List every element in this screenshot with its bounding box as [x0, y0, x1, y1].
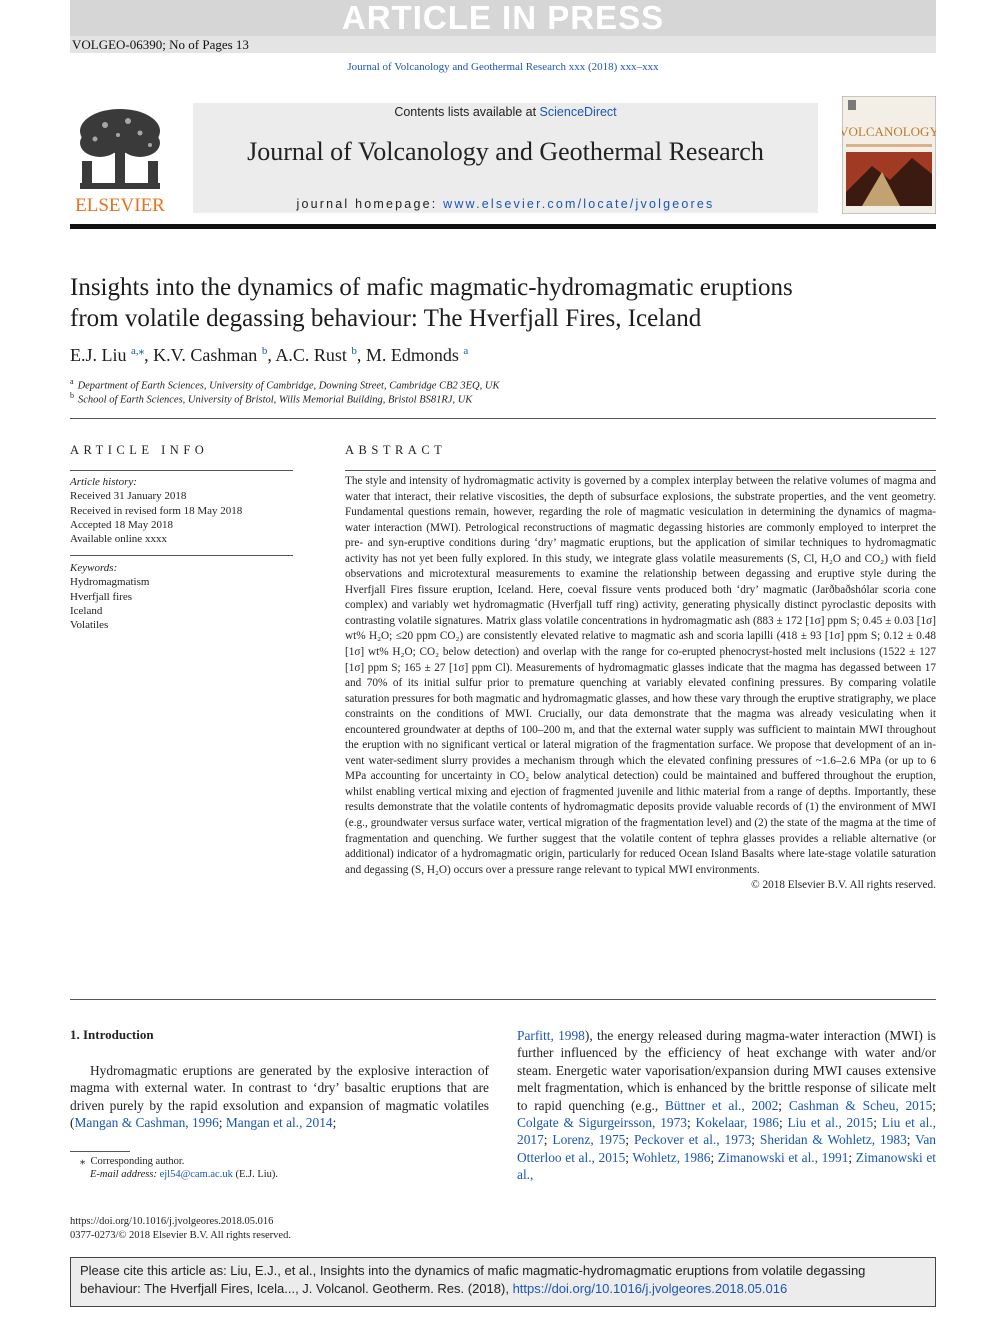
doi-link[interactable]: https://doi.org/10.1016/j.jvolgeores.2018.05.016	[70, 1216, 274, 1227]
author-affiliation-marker[interactable]: b	[261, 345, 268, 357]
keyword-item: Hverfjall fires	[70, 590, 132, 603]
citation-link[interactable]: Büttner et al., 2002	[664, 1097, 779, 1113]
citation-link[interactable]: Mangan et al., 2014	[225, 1115, 333, 1131]
author-affiliation-marker[interactable]: a	[463, 345, 469, 357]
citation-link[interactable]: Mangan & Cashman, 1996	[74, 1115, 219, 1131]
citation-doi-link[interactable]: https://doi.org/10.1016/j.jvolgeores.2018.05.016	[512, 1281, 788, 1296]
keywords	[70, 561, 293, 632]
citation-link[interactable]: Liu et al., 2017	[517, 1115, 936, 1148]
homepage-link[interactable]: www.elsevier.com/locate/jvolgeores	[443, 197, 715, 211]
affiliation-b-text: School of Earth Sciences, University of Bristol, Wills Memorial Building, Bristol BS81RJ, UK	[78, 394, 473, 406]
intro-paragraph-start: Hydromagmatic eruptions are generated by the explosive interaction of magma with external water. In contrast to ‘dry’ basaltic eruptions that are driven purely by the rapid exsolution and expansion of magmatic volatiles (	[70, 1063, 489, 1131]
corresponding-label: Corresponding author.	[90, 1156, 185, 1167]
citation-link[interactable]: Zimanowski et al.,	[517, 1149, 936, 1183]
journal-cover-image	[842, 96, 936, 214]
contents-line	[193, 105, 818, 119]
intro-paragraph-continued: ), the energy released during magma-water interaction (MWI) is further influenced by the efficiency of heat exchange with water and/or steam. Energetic water vaporisation/expansion during MWI causes extensive melt fragmentation, which is enhanced by the brittle response of silicate melt to rapid quenching (e.g.,	[517, 1028, 936, 1113]
elsevier-tree-icon	[70, 103, 170, 215]
history-revised: Received in revised form 18 May 2018	[70, 504, 243, 517]
citation-link[interactable]: Wohletz, 1986	[632, 1149, 711, 1165]
citation-link[interactable]: Cashman & Scheu, 2015	[788, 1097, 933, 1113]
article-in-press-label: ARTICLE IN PRESS	[341, 0, 665, 36]
history-received: Received 31 January 2018	[70, 490, 187, 503]
journal-cover-thumbnail[interactable]	[842, 96, 936, 214]
author-separator: ,	[144, 345, 154, 365]
journal-name: Journal of Volcanology and Geothermal Research	[247, 137, 764, 166]
citation-link[interactable]: Kokelaar, 1986	[695, 1115, 779, 1131]
abstract-body	[345, 474, 936, 894]
sciencedirect-link[interactable]: ScienceDirect	[539, 105, 617, 119]
author-separator: ,	[356, 345, 366, 365]
author-name[interactable]: K.V. Cashman	[153, 345, 258, 365]
affiliation-b-label: b	[70, 391, 74, 400]
keyword-item: Volatiles	[70, 619, 109, 632]
author-affiliation-marker[interactable]: a,⁎	[131, 345, 145, 357]
citation-link[interactable]: Sheridan & Wohletz, 1983	[759, 1132, 907, 1148]
keyword-item: Hydromagmatism	[70, 576, 150, 589]
footnote-rule	[70, 1151, 130, 1152]
abstract-heading: ABSTRACT	[345, 443, 447, 457]
article-history	[70, 475, 293, 546]
intro-left-column: Hydromagmatic eruptions are generated by the explosive interaction of magma with external water. In contrast to ‘dry’ basaltic eruptions that are driven purely by the rapid exsolution and expansion of magmatic volatiles (Mangan & Cashman, 1996; Mangan et al., 2014;	[70, 1063, 489, 1131]
author-list	[70, 344, 468, 366]
abstract-text: The style and intensity of hydromagmatic activity is governed by a complex interplay between the relative volumes of magma and water that interact, their relative viscosities, the depth of subsurface explosions, the substrate properties, and the vent geometry. Fundamental questions remain, however, regarding the role of magmatic vesiculation in determining the dynamics of magma-water interaction (MWI). Petrological reconstructions of magmatic degassing histories are commonly employed to interpret the pre- and syn-eruptive conditions during ‘dry’ magmatic eruptions, but the application of similar techniques to hydromagmatic activity has not yet been fully explored. In this study, we integrate glass volatile measurements (S, Cl, H₂O and CO₂) with field observations and microtextural measurements to examine the relationship between degassing and eruptive style during the Hverfjall Fires fissure eruption, Iceland. Here, coeval fissure vents produced both ‘dry’ magmatic (Jarðbaðshólar scoria cone complex) and variably wet hydromagmatic (Hverfjall tuff ring) activity, generating physically distinct pyroclastic deposits with contrasting volatile signatures. Matrix glass volatile concentrations in hydromagmatic ash (883 ± 172 [1σ] ppm S; 0.45 ± 0.03 [1σ] wt% H₂O; ≤20 ppm CO₂) are consistently elevated relative to magmatic ash and scoria lapilli (418 ± 93 [1σ] ppm S; 0.12 ± 0.48 [1σ] wt% H₂O; CO₂ below detection) and overlap with the range for co-erupted phenocryst-hosted melt inclusions (1522 ± 127 [1σ] ppm S; 165 ± 27 [1σ] ppm Cl). Measurements of hydromagmatic glasses indicate that the magma has degassed between 17 and 70% of its initial sulfur prior to premature quenching at variably elevated confining pressures. By comparing volatile saturation pressures for both magmatic and hydromagmatic glasses, and how these vary through the eruptive stratigraphy, we place constraints on the conditions of MWI. Crucially, our data demonstrate that the magma was already vesiculating when it encountered groundwater at depths of 100–200 m, and that the external water supply was sufficient to maintain MWI throughout the eruption with no significant vertical or lateral migration of the fragmentation surface. We propose that development of an in-vent water-sediment slurry provides a mechanism through which the elevated confining pressures of ~1.6–2.6 MPa (or up to 6 MPa accounting for uncertainty in CO₂ below analytical detection) could be maintained and buffered throughout the eruption, whilst enabling vertical mixing and ejection of fragmented juvenile and lithic material from a range of depths. Importantly, these results demonstrate that the volatile contents of hydromagmatic deposits provide valuable records of (1) the environment of MWI (e.g., groundwater versus surface water, vertical migration of the fragmentation level) and (2) the state of the magma at the time of fragmentation and quenching. We further suggest that the volatile content of tephra glasses provides a reliable alternative (or additional) indicator of a hydromagmatic origin, particularly for reduced Ocean Island Basalts where late-stage volatile saturation and degassing (S, H₂O) occurs over a pressure range relevant to typical MWI environments.	[345, 475, 936, 876]
header-rule	[70, 224, 936, 229]
author-affiliation-marker[interactable]: b	[351, 345, 357, 357]
email-link[interactable]: ejl54@cam.ac.uk	[159, 1169, 233, 1180]
author-separator: ,	[267, 345, 276, 365]
email-note	[90, 1169, 278, 1180]
journal-reference-link[interactable]: Journal of Volcanology and Geothermal Research xxx (2018) xxx–xxx	[347, 61, 659, 73]
cover-title: VOLCANOLOGY	[842, 124, 936, 139]
author-name[interactable]: A.C. Rust	[275, 345, 347, 365]
affiliation-divider	[70, 418, 936, 419]
title-line-1: Insights into the dynamics of mafic magmatic-hydromagmatic eruptions	[70, 274, 793, 301]
affiliation-a-text: Department of Earth Sciences, University of Cambridge, Downing Street, Cambridge CB2 3EQ, UK	[77, 380, 500, 392]
history-online: Available online xxxx	[70, 533, 167, 546]
email-suffix: (E.J. Liu).	[232, 1169, 279, 1180]
issn-line: 0377-0273/© 2018 Elsevier B.V. All rights reserved.	[70, 1230, 291, 1241]
intro-right-column: Parfitt, 1998), the energy released during magma-water interaction (MWI) is further influenced by the efficiency of heat exchange with water and/or steam. Energetic water vaporisation/expansion during MWI causes extensive melt fragmentation, which is enhanced by the brittle response of silicate melt to rapid quenching (e.g., Büttner et al., 2002; Cashman & Scheu, 2015; Colgate & Sigurgeirsson, 1973; Kokelaar, 1986; Liu et al., 2015; Liu et al., 2017; Lorenz, 1975; Peckover et al., 1973; Sheridan & Wohletz, 1983; Van Otterloo et al., 2015; Wohletz, 1986; Zimanowski et al., 1991; Zimanowski et al.,	[517, 1028, 936, 1183]
keywords-label: Keywords:	[70, 562, 118, 574]
publisher-logo-text: ELSEVIER	[75, 195, 165, 215]
elsevier-logo[interactable]	[70, 103, 170, 215]
history-accepted: Accepted 18 May 2018	[70, 518, 173, 531]
citation-link[interactable]: Colgate & Sigurgeirsson, 1973	[517, 1115, 687, 1131]
contents-prefix: Contents lists available at	[394, 105, 540, 119]
homepage-prefix: journal homepage:	[296, 197, 444, 211]
history-label: Article history:	[70, 476, 137, 488]
citation-prefix: Please cite this article as: Liu, E.J., et al., Insights into the dynamics of mafic magmatic-hydromagmatic eruptions from volatile degassing behaviour: The Hverfjall Fires, Icela..., J. Volcanol. Geotherm. Res. (2018),	[80, 1263, 866, 1296]
article-id: VOLGEO-06390; No of Pages 13	[72, 37, 249, 52]
citation-link[interactable]: Liu et al., 2015	[787, 1115, 874, 1131]
abstract-rule	[345, 470, 936, 471]
citation-link[interactable]: Peckover et al., 1973	[633, 1132, 752, 1148]
journal-homepage	[193, 197, 818, 211]
citation-link[interactable]: Lorenz, 1975	[552, 1132, 626, 1148]
keywords-rule	[70, 555, 293, 556]
affiliation-b	[70, 391, 472, 406]
author-name[interactable]: M. Edmonds	[365, 345, 459, 365]
citation-link[interactable]: Zimanowski et al., 1991	[717, 1149, 849, 1165]
section-heading-introduction: 1. Introduction	[70, 1027, 154, 1042]
title-line-2: from volatile degassing behaviour: The Hverfjall Fires, Iceland	[70, 305, 702, 332]
body-divider	[70, 999, 936, 1000]
author-name[interactable]: E.J. Liu	[70, 345, 127, 365]
affiliation-a-label: a	[70, 377, 74, 386]
article-info-heading: ARTICLE INFO	[70, 443, 209, 457]
citation-link[interactable]: Van Otterloo et al., 2015	[517, 1132, 936, 1165]
email-label: E-mail address:	[90, 1169, 160, 1180]
article-title	[70, 272, 890, 334]
citation-text	[80, 1262, 926, 1298]
footnote-star: ⁎	[80, 1156, 91, 1167]
citation-link[interactable]: Parfitt, 1998	[517, 1028, 585, 1043]
corresponding-author-note	[80, 1155, 184, 1167]
article-info-rule	[70, 470, 293, 471]
keyword-item: Iceland	[70, 604, 103, 617]
affiliation-a	[70, 377, 499, 392]
abstract-copyright: © 2018 Elsevier B.V. All rights reserved.	[751, 879, 936, 892]
